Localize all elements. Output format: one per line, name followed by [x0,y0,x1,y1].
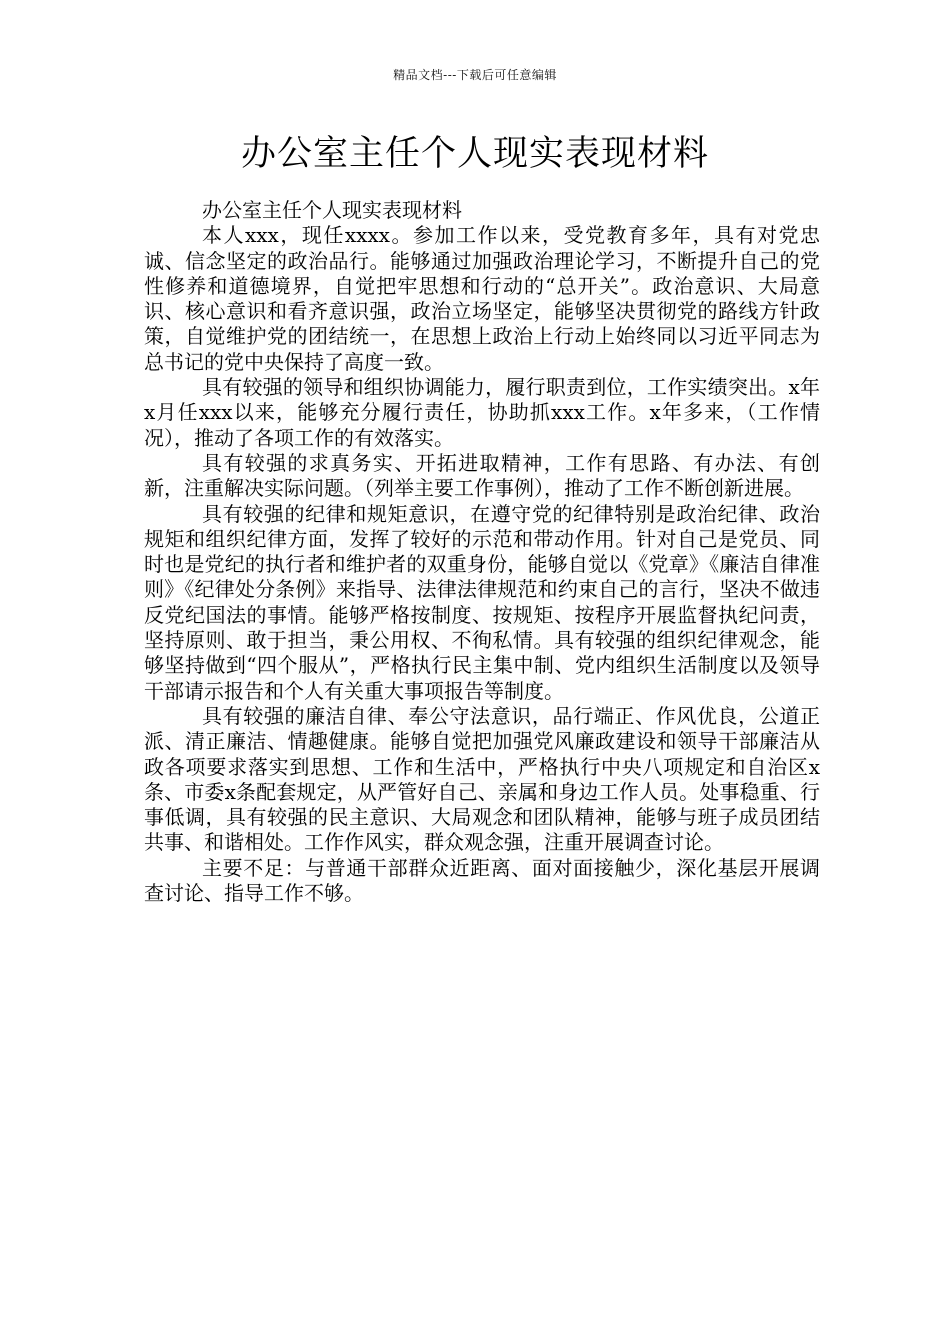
paragraph-discipline: 具有较强的纪律和规矩意识，在遵守党的纪律特别是政治纪律、政治规矩和组织纪律方面，发挥了较好的示范和带动作用。针对自己是党员、同时也是党纪的执行者和维护者的双重身份，能够自觉以《党章》《廉洁自律准则》《纪律处分条例》来指导、法律法律规范和约束自己的言行，坚决不做违反党纪国法的事情。能够严格按制度、按规矩、按程序开展监督执纪问责，坚持原则、敢于担当，秉公用权、不徇私情。具有较强的组织纪律观念，能够坚持做到“四个服从”，严格执行民主集中制、党内组织生活制度以及领导干部请示报告和个人有关重大事项报告等制度。 [144,501,820,703]
document-title: 办公室主任个人现实表现材料 [240,134,709,174]
paragraph-political: 本人xxx，现任xxxx。参加工作以来，受党教育多年，具有对党忠诚、信念坚定的政治品行。能够通过加强政治理论学习，不断提升自己的党性修养和道德境界，自觉把牢思想和行动的“总开关”。政治意识、大局意识、核心意识和看齐意识强，政治立场坚定，能够坚决贯彻党的路线方针政策，自觉维护党的团结统一，在思想上政治上行动上始终同以习近平同志为总书记的党中央保持了高度一致。 [144,223,820,374]
document-body [144,198,820,906]
paragraph-leadership: 具有较强的领导和组织协调能力，履行职责到位，工作实绩突出。x年x月任xxx以来，能够充分履行责任，协助抓xxx工作。x年多来，（工作情况），推动了各项工作的有效落实。 [144,375,820,450]
paragraph-integrity: 具有较强的廉洁自律、奉公守法意识，品行端正、作风优良，公道正派、清正廉洁、情趣健康。能够自觉把加强党风廉政建设和领导干部廉洁从政各项要求落实到思想、工作和生活中，严格执行中央八项规定和自治区x条、市委x条配套规定，从严管好自己、亲属和身边工作人员。处事稳重、行事低调，具有较强的民主意识、大局观念和团队精神，能够与班子成员团结共事、和谐相处。工作作风实，群众观念强，注重开展调查讨论。 [144,703,820,855]
paragraph-subtitle: 办公室主任个人现实表现材料 [202,198,462,222]
paragraph-shortcomings: 主要不足：与普通干部群众近距离、面对面接触少，深化基层开展调查讨论、指导工作不够。 [144,855,820,906]
paragraph-pragmatism: 具有较强的求真务实、开拓进取精神，工作有思路、有办法、有创新，注重解决实际问题。（列举主要工作事例），推动了工作不断创新进展。 [144,450,820,501]
header-note: 精品文档---下载后可任意编辑 [393,68,557,82]
